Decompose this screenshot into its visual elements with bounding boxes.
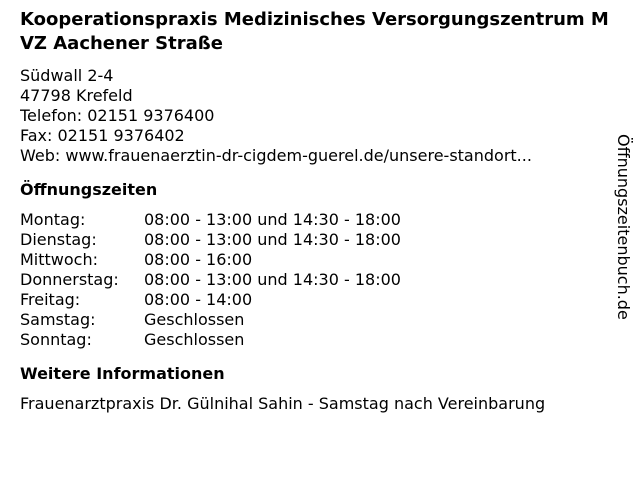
brand-watermark: Öffnungszeitenbuch.de: [614, 134, 633, 320]
fax-number: Fax: 02151 9376402: [20, 126, 185, 145]
address-city: 47798 Krefeld: [20, 86, 133, 105]
hours-time: 08:00 - 13:00 und 14:30 - 18:00: [144, 270, 401, 289]
hours-time: 08:00 - 16:00: [144, 250, 253, 269]
hours-row-sunday: [20, 330, 610, 350]
website-link[interactable]: Web: www.frauenaerztin-dr-cigdem-guerel.de/unsere-standort...: [20, 146, 532, 165]
hours-row-wednesday: [20, 250, 610, 270]
hours-day: Donnerstag:: [20, 270, 119, 289]
contact-block: [20, 66, 610, 166]
hours-time: 08:00 - 14:00: [144, 290, 253, 309]
more-info-heading: Weitere Informationen: [20, 364, 225, 383]
hours-day: Sonntag:: [20, 330, 92, 349]
hours-time: Geschlossen: [144, 330, 245, 349]
hours-row-tuesday: [20, 230, 610, 250]
hours-day: Dienstag:: [20, 230, 97, 249]
hours-day: Freitag:: [20, 290, 81, 309]
opening-hours-table: [20, 210, 610, 350]
phone-number: Telefon: 02151 9376400: [20, 106, 215, 125]
practice-card: [20, 8, 610, 414]
hours-row-saturday: [20, 310, 610, 330]
opening-hours-heading: Öffnungszeiten: [20, 180, 158, 199]
hours-row-friday: [20, 290, 610, 310]
hours-day: Mittwoch:: [20, 250, 98, 269]
hours-day: Samstag:: [20, 310, 96, 329]
hours-row-thursday: [20, 270, 610, 290]
hours-day: Montag:: [20, 210, 86, 229]
practice-name: Kooperationspraxis Medizinisches Versorgungszentrum MVZ Aachener Straße: [20, 9, 609, 54]
hours-time: 08:00 - 13:00 und 14:30 - 18:00: [144, 210, 401, 229]
address-street: Südwall 2-4: [20, 66, 114, 85]
hours-time: Geschlossen: [144, 310, 245, 329]
hours-time: 08:00 - 13:00 und 14:30 - 18:00: [144, 230, 401, 249]
hours-row-monday: [20, 210, 610, 230]
more-info-text: Frauenarztpraxis Dr. Gülnihal Sahin - Samstag nach Vereinbarung: [20, 394, 546, 413]
